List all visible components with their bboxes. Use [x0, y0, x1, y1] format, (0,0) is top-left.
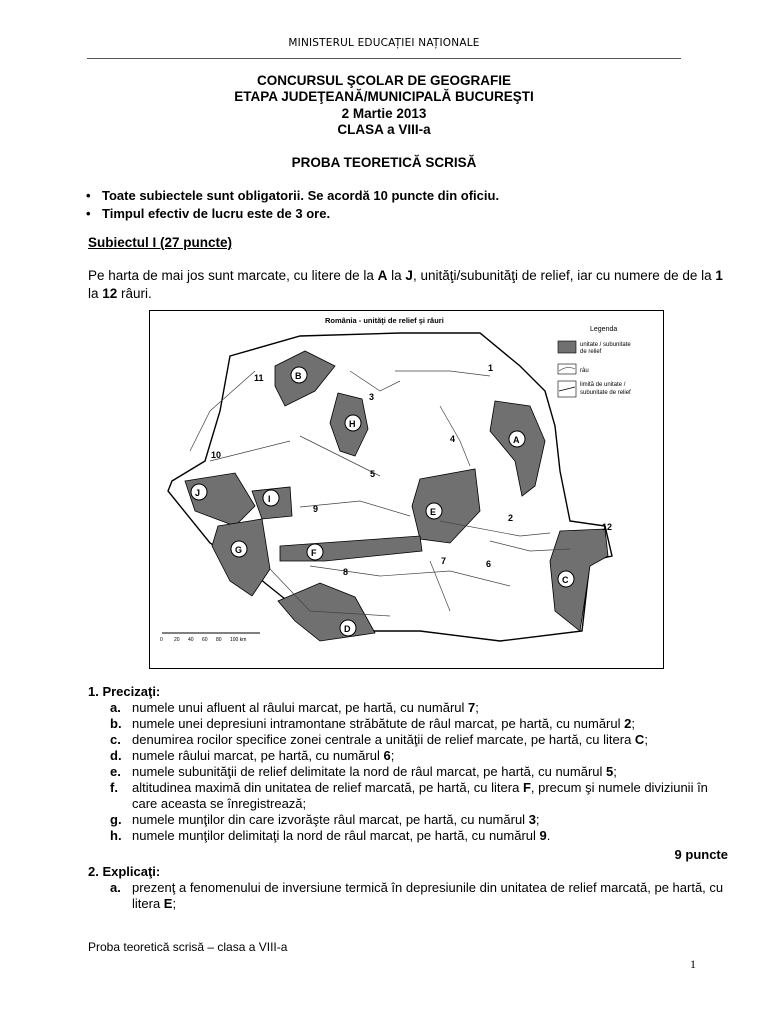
- svg-text:100 km: 100 km: [230, 637, 247, 643]
- svg-text:8: 8: [343, 567, 349, 577]
- question-2-heading: 2. Explicaţi:: [88, 864, 161, 879]
- svg-text:J: J: [195, 488, 201, 498]
- svg-text:A: A: [513, 435, 520, 445]
- svg-text:7: 7: [441, 556, 447, 566]
- rule-item: • Toate subiectele sunt obligatorii. Se acordă 10 puncte din oficiu.: [86, 188, 500, 203]
- page-footer: Proba teoretică scrisă – clasa a VIII-a: [88, 940, 288, 954]
- svg-text:râu: râu: [580, 368, 589, 374]
- svg-text:80: 80: [216, 637, 222, 643]
- contest-title: CONCURSUL ŞCOLAR DE GEOGRAFIE: [256, 73, 511, 88]
- svg-text:6: 6: [486, 559, 492, 569]
- relief-unit-g: [212, 519, 270, 596]
- exam-type: PROBA TEORETICĂ SCRISĂ: [291, 155, 477, 170]
- svg-text:12: 12: [602, 522, 613, 532]
- map-title: România - unităţi de relief şi râuri: [325, 316, 444, 325]
- svg-text:E: E: [430, 507, 437, 517]
- map-legend: [558, 326, 631, 397]
- svg-text:3: 3: [369, 392, 375, 402]
- svg-text:9: 9: [313, 504, 319, 514]
- class-title: CLASA a VIII-a: [337, 122, 431, 137]
- svg-text:G: G: [235, 545, 243, 555]
- svg-text:C: C: [562, 575, 569, 585]
- svg-text:de relief: de relief: [580, 349, 602, 355]
- svg-text:4: 4: [450, 434, 456, 444]
- subject-heading: Subiectul I (27 puncte): [88, 235, 233, 250]
- svg-text:I: I: [268, 494, 271, 504]
- svg-text:limită de unitate /: limită de unitate /: [580, 382, 626, 388]
- svg-text:H: H: [349, 419, 356, 429]
- svg-text:unitate / subunitate: unitate / subunitate: [580, 342, 631, 348]
- svg-text:60: 60: [202, 637, 208, 643]
- page-header: MINISTERUL EDUCAȚIEI NAȚIONALE: [288, 37, 480, 49]
- svg-text:10: 10: [211, 450, 222, 460]
- intro-paragraph: Pe harta de mai jos sunt marcate, cu litere de la A la J, unităţi/subunităţi de relief, iar cu numere de de la 1 la 12 râuri.: [88, 268, 723, 301]
- page-number: 1: [690, 957, 696, 971]
- date-title: 2 Martie 2013: [341, 106, 427, 121]
- stage-title: ETAPA JUDEŢEANĂ/MUNICIPALĂ BUCUREŞTI: [234, 89, 534, 104]
- svg-text:40: 40: [188, 637, 194, 643]
- romania-map: [149, 310, 664, 669]
- svg-text:D: D: [344, 624, 351, 634]
- question-1-points: 9 puncte: [674, 847, 728, 862]
- map-scale: [160, 633, 260, 643]
- svg-text:subunitate de relief: subunitate de relief: [580, 390, 631, 396]
- header-divider: [87, 58, 681, 59]
- svg-text:20: 20: [174, 637, 180, 643]
- bullet-icon: •: [86, 188, 91, 203]
- question-1-heading: 1. Precizaţi:: [88, 684, 161, 699]
- rule-item: • Timpul efectiv de lucru este de 3 ore.: [86, 206, 331, 221]
- svg-text:F: F: [311, 548, 317, 558]
- svg-text:11: 11: [254, 373, 264, 383]
- svg-text:0: 0: [160, 637, 163, 643]
- svg-text:Legenda: Legenda: [590, 326, 618, 333]
- svg-text:1: 1: [488, 363, 494, 373]
- svg-text:B: B: [295, 371, 302, 381]
- svg-text:2: 2: [508, 513, 514, 523]
- bullet-icon: •: [86, 206, 91, 221]
- svg-text:5: 5: [370, 469, 376, 479]
